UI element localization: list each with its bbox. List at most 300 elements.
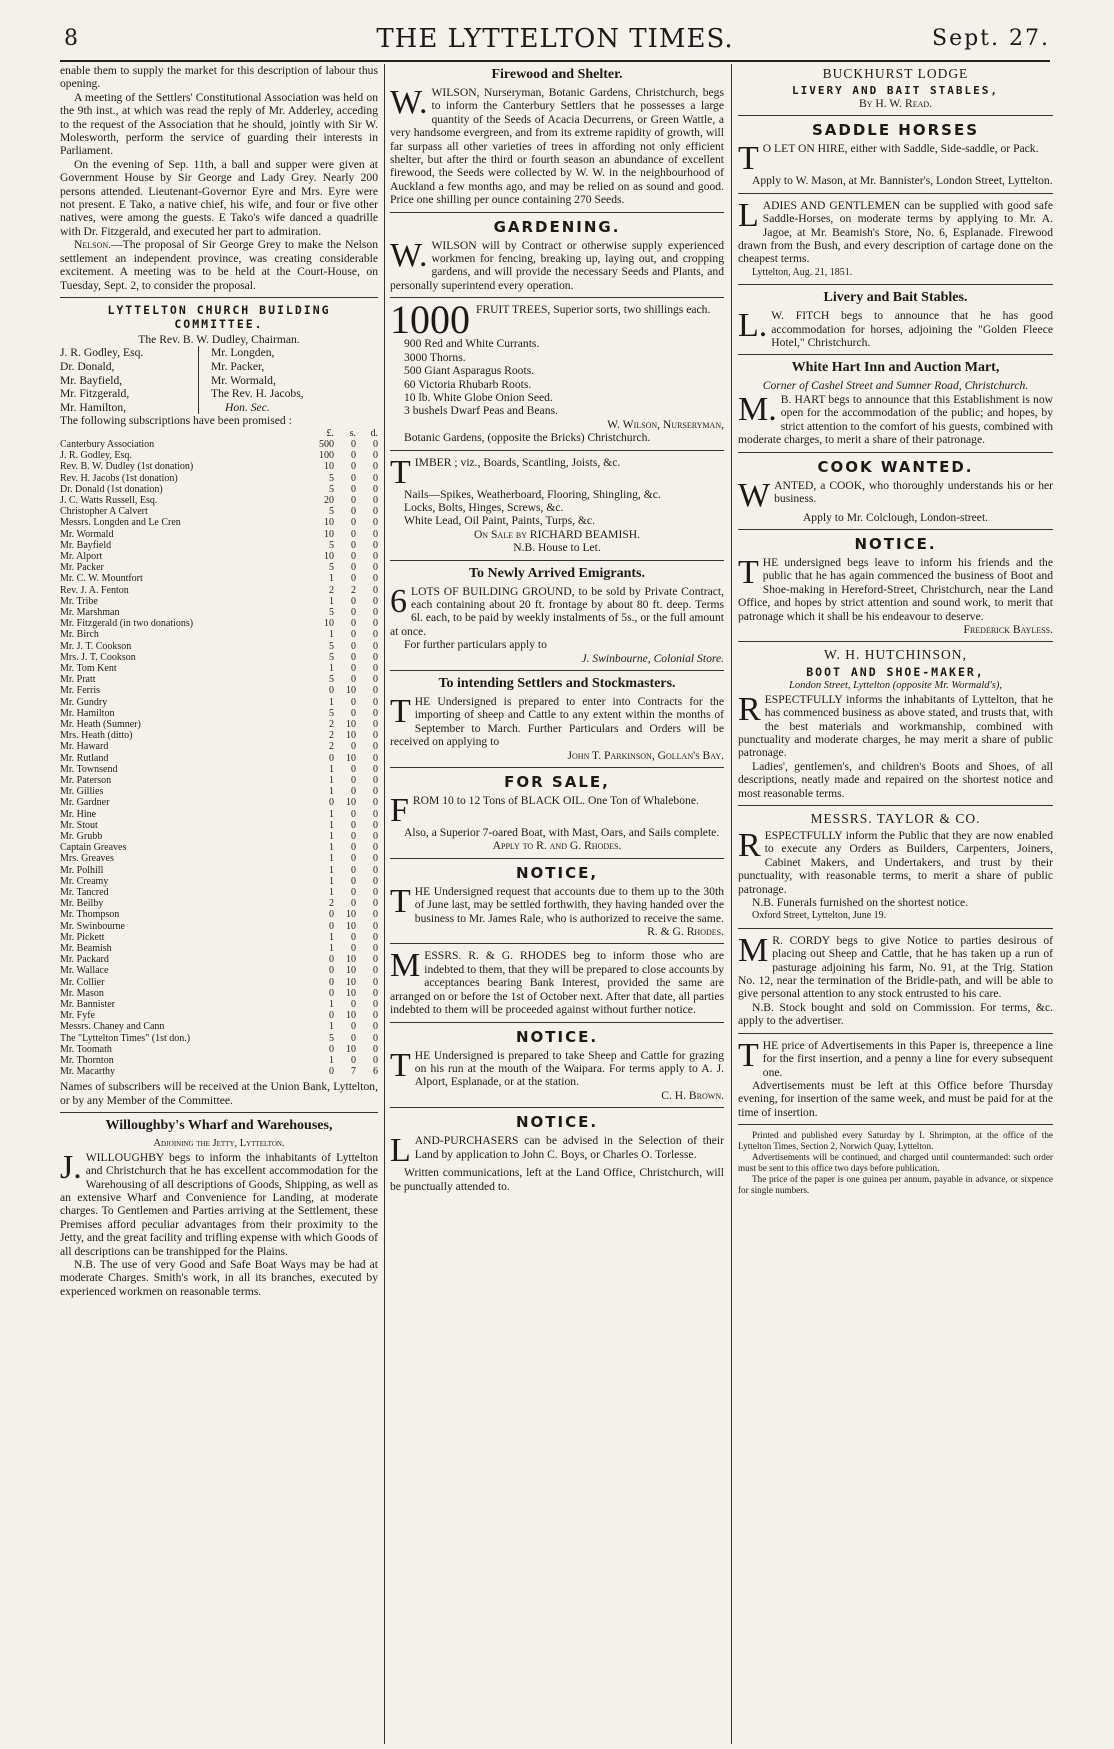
table-row [60, 831, 378, 842]
column-1 [60, 64, 378, 1744]
imprint: Printed and published every Saturday by I. Shrimpton, at the office of the Lyttelton Times, Section 2, Norwich Quay, Lyttelton. [738, 1130, 1053, 1152]
pence: 0 [373, 438, 378, 450]
subscriber-name: J. C. Watts Russell, Esq. [60, 494, 158, 506]
pence: 0 [373, 517, 378, 529]
ad-text: WILLOUGHBY begs to inform the inhabitants of Lyttelton and Christchurch that he has excellent accommodation for the Warehousing of all descriptions of Goods, Shipping, as well as an extensive Wharf and Convenience for Landing, at moderate charges. To Gentlemen and Parties arriving at the Settlement, these Premises afford peculiar advantages from their proximity to the Jetty, and the great facility and trifling expense with which Goods of all descriptions can be transhipped for the Plains. [60, 1150, 378, 1258]
pence: 0 [373, 595, 378, 607]
pounds: 1 [329, 999, 334, 1011]
member: The Rev. H. Jacobs, [211, 387, 304, 401]
pence: 0 [373, 1032, 378, 1044]
committee-members [60, 346, 378, 414]
pence: 0 [373, 819, 378, 831]
table-row [60, 585, 378, 596]
pence: 0 [373, 629, 378, 641]
drop-cap: R [738, 690, 761, 728]
for-sale-heading: FOR SALE, [504, 773, 610, 792]
subscriber-name: Mr. Pickett [60, 931, 105, 943]
table-row [60, 641, 378, 652]
shillings: 2 [351, 584, 356, 596]
pounds: 2 [329, 730, 334, 742]
subscriber-name: Mr. Wormald [60, 528, 114, 540]
pence: 0 [373, 965, 378, 977]
shillings: 10 [346, 730, 356, 742]
ad-text: ADIES AND GENTLEMEN can be supplied with good safe Saddle-Horses, on moderate terms by applying to Mr. A. Jagoe, at Mr. Beamish's Store, No. 6, Esplanade. Firewood drawn from the Bush, and every description of cartage done on the cheapest terms. [738, 198, 1053, 266]
drop-cap: 6 [390, 582, 407, 620]
table-row [60, 708, 378, 719]
ad-text: HE undersigned begs leave to inform his friends and the public that he has again commenced the business of Boot and Shoe-making in Hereford-Street, Christchurch, near the Land Office, and hopes by strict attention and sound work, to merit that patronage which it shall be his endeavour to deserve. [738, 555, 1053, 623]
pence: 0 [373, 1055, 378, 1067]
ad-text: ESPECTFULLY inform the Public that they are now enabled to execute any Orders as Builders, Carpenters, Joiners, Cabinet Makers, and Undertakers, and trust by their punctuality, with reasonable terms, to merit a share of public patronage. [738, 829, 1053, 896]
pounds: 1 [329, 943, 334, 955]
news-paragraph: On the evening of Sep. 11th, a ball and supper were given at Government House by Sir George and Lady Grey. Nearly 200 persons attended. Lieutenant-Governor Eyre and Mrs. Eyre were not present. E Tako, a native chief, his wife, and four or five other natives, were among the guests. E Tako's wife danced a quadrille with Dr. Fitzgerald, and executed her part to admiration. [60, 157, 378, 238]
pence: 0 [373, 752, 378, 764]
ad-signature: J. Swinbourne, Colonial Store. [581, 651, 724, 665]
cook-wanted-heading: COOK WANTED. [817, 457, 974, 476]
table-row [60, 842, 378, 853]
drop-cap: J. [60, 1148, 82, 1186]
pence: 0 [373, 774, 378, 786]
ad-text: HE Undersigned is prepared to take Sheep and Cattle for grazing on his run at the mouth of the Waipara. For terms apply to A. J. Alport, Esplanade, or at the station. [414, 1048, 724, 1089]
shillings: 0 [351, 629, 356, 641]
pounds: 5 [329, 606, 334, 618]
pence: 0 [373, 1043, 378, 1055]
pounds: 0 [329, 685, 334, 697]
subscriber-name: Mrs. Heath (ditto) [60, 730, 133, 742]
table-row [60, 540, 378, 551]
subscriptions-note: Names of subscribers will be received at the Union Bank, Lyttelton, or by any Member of the Committee. [60, 1080, 378, 1107]
pence: 0 [373, 831, 378, 842]
shillings: 10 [346, 909, 356, 921]
saddle-heading: SADDLE HORSES [811, 121, 980, 140]
pounds: 2 [329, 584, 334, 596]
news-lead: Nelson. [74, 238, 112, 252]
subscriber-name: Mr. Swinbourne [60, 920, 125, 932]
section-rule [390, 943, 724, 944]
section-rule [738, 1033, 1053, 1034]
section-rule [738, 193, 1053, 194]
shillings: 0 [351, 1032, 356, 1044]
member: J. R. Godley, Esq. [60, 346, 144, 360]
subscriber-name: J. R. Godley, Esq. [60, 450, 132, 462]
ad-body [738, 309, 1053, 349]
ad-note: N.B. The use of very Good and Safe Boat Ways may be had at moderate Charges. Smith's work, in all its branches, executed by experienced workmen on reasonable terms. [60, 1257, 378, 1298]
member: Hon. Sec. [225, 400, 270, 414]
list-item: 3 bushels Dwarf Peas and Beans. [404, 404, 558, 418]
ad-note: N.B. House to Let. [513, 541, 601, 555]
drop-cap: T [738, 553, 759, 591]
shillings: 0 [351, 842, 356, 854]
shillings: 0 [351, 472, 356, 484]
pounds: 1 [329, 864, 334, 876]
table-row [60, 741, 378, 752]
pounds: 5 [329, 640, 334, 652]
pence: 0 [373, 730, 378, 742]
pence: 0 [373, 954, 378, 966]
pounds: 0 [329, 1066, 334, 1078]
subscriber-name: Mr. Collier [60, 976, 105, 988]
buckhurst-subheading: LIVERY AND BAIT STABLES, [792, 84, 999, 97]
table-row [60, 1033, 378, 1044]
table-row [60, 495, 378, 506]
table-row [60, 551, 378, 562]
ad-body [390, 695, 724, 749]
shillings: 0 [351, 831, 356, 842]
shillings: 0 [351, 450, 356, 462]
drop-cap: L [738, 196, 759, 234]
pence: 0 [373, 494, 378, 506]
masthead-rule [60, 60, 1050, 62]
shillings: 0 [351, 707, 356, 719]
shillings: 10 [346, 954, 356, 966]
subscriber-name: Mr. Bayfield [60, 539, 112, 551]
shillings: 0 [351, 674, 356, 686]
pounds: 10 [324, 550, 334, 562]
pence: 0 [373, 539, 378, 551]
pounds: 1 [329, 774, 334, 786]
shillings: 0 [351, 562, 356, 574]
subscriber-name: Christopher A Calvert [60, 506, 148, 518]
pence: 0 [373, 651, 378, 663]
shillings: 0 [351, 774, 356, 786]
table-row [60, 853, 378, 864]
pounds: 2 [329, 718, 334, 730]
pounds: 1 [329, 887, 334, 899]
ad-body [738, 553, 1053, 623]
subscriber-name: Mr. Gardner [60, 797, 110, 809]
hutchinson-heading: W. H. HUTCHINSON, [824, 647, 967, 663]
shillings: 0 [351, 696, 356, 708]
pounds: 1 [329, 763, 334, 775]
drop-cap: W. [390, 236, 428, 274]
table-row [60, 954, 378, 965]
pence: 0 [373, 1010, 378, 1022]
section-rule [738, 452, 1053, 453]
pence: 0 [373, 696, 378, 708]
drop-cap: R [738, 827, 761, 864]
ad-text: W. FITCH begs to announce that he has good accommodation for horses, adjoining the "Golden Fleece Hotel," Christchurch. [771, 309, 1053, 350]
pounds: 0 [329, 909, 334, 921]
subscriber-name: Mr. J. T. Cookson [60, 640, 132, 652]
pounds: 1 [329, 875, 334, 887]
taylor-heading: MESSRS. TAYLOR & CO. [810, 811, 981, 826]
ad-body [390, 236, 724, 293]
ad-note: N.B. Stock bought and sold on Commission. For terms, &c. apply to the advertiser. [738, 1000, 1053, 1028]
pounds: 1 [329, 819, 334, 831]
subscriber-name: Mr. Macarthy [60, 1066, 115, 1078]
subscriber-name: Captain Greaves [60, 842, 127, 854]
ad-body [738, 196, 1053, 266]
ad-text: HE Undersigned request that accounts due to them up to the 30th of June last, may be settled forthwith, they having handed over the business to Mr. James Rale, who is authorized to receive the same. [414, 884, 724, 925]
subscriber-name: Mrs. Greaves [60, 853, 114, 865]
subscriber-name: Mr. Gundry [60, 696, 108, 708]
shillings: 0 [351, 550, 356, 562]
ad-signature: Frederick Bayless. [963, 622, 1053, 636]
drop-cap: T [390, 1046, 411, 1084]
pence: 0 [373, 662, 378, 674]
table-row [60, 663, 378, 674]
ad-signature: John T. Parkinson, Gollan's Bay. [567, 748, 724, 762]
ad-text: IMBER ; viz., Boards, Scantling, Joists, &c. [414, 455, 621, 469]
section-rule [390, 858, 724, 859]
pence: 0 [373, 461, 378, 473]
drop-cap: L. [738, 307, 768, 345]
pence: 0 [373, 606, 378, 618]
table-row [60, 652, 378, 663]
page-number: 8 [64, 26, 78, 51]
table-row [60, 719, 378, 730]
shillings: 0 [351, 741, 356, 753]
pence: 0 [373, 898, 378, 910]
table-row [60, 450, 378, 461]
news-paragraph: A meeting of the Settlers' Constitutional Association was held on the 9th inst., at which was read the reply of Mr. Adderley, acceding to the request of the Association that he should, jointly with Sir W. Molesworth, perform the service of guarding their interests in Parliament. [60, 90, 378, 158]
notice-heading: NOTICE. [854, 534, 937, 553]
table-header [60, 428, 378, 439]
subscriber-name: Mr. Birch [60, 629, 99, 641]
subscriber-name: Mr. Toomath [60, 1043, 112, 1055]
ad-text: Apply to Mr. Colclough, London-street. [802, 510, 989, 524]
subscriber-name: Messrs. Chaney and Cann [60, 1021, 165, 1033]
subscriber-name: Mr. Hine [60, 808, 97, 820]
members-right [199, 346, 304, 414]
subscriber-name: Mr. Packard [60, 954, 109, 966]
ad-text: HE Undersigned is prepared to enter into Contracts for the importing of sheep and Cattle to any extent within the months of September to March. Further Particulars and Orders will be received on applying to [390, 695, 724, 749]
ad-text: For further particulars apply to [404, 638, 547, 652]
pounds: 0 [329, 954, 334, 966]
subscriber-name: Mr. Townsend [60, 763, 118, 775]
pounds: 5 [329, 707, 334, 719]
notice-heading: NOTICE. [515, 1113, 599, 1132]
table-row [60, 786, 378, 797]
pounds: 1 [329, 786, 334, 798]
subscriber-name: Dr. Donald (1st donation) [60, 483, 163, 495]
pence: 0 [373, 943, 378, 955]
table-row [60, 517, 378, 528]
table-row [60, 461, 378, 472]
pounds: 5 [329, 1032, 334, 1044]
shillings: 0 [351, 943, 356, 955]
subscriber-name: Mr. Thompson [60, 909, 120, 921]
ad-body [738, 931, 1053, 1001]
ad-text: Nails—Spikes, Weatherboard, Flooring, Shingling, &c. [404, 487, 661, 501]
pounds: 1 [329, 595, 334, 607]
table-row [60, 999, 378, 1010]
ad-signature: On Sale by RICHARD BEAMISH. [473, 527, 641, 541]
shillings: 10 [346, 797, 356, 809]
table-row [60, 876, 378, 887]
shillings: 0 [351, 606, 356, 618]
shillings: 0 [351, 662, 356, 674]
drop-cap: W. [390, 84, 428, 121]
drop-cap: M. [738, 390, 777, 428]
ad-signature: Apply to R. and G. Rhodes. [492, 839, 622, 853]
subscriptions-table [60, 428, 378, 1078]
ad-text: Apply to W. Mason, at Mr. Bannister's, London Street, Lyttelton. [752, 174, 1053, 188]
table-row [60, 484, 378, 495]
settlers-heading: To intending Settlers and Stockmasters. [438, 676, 676, 691]
table-row [60, 753, 378, 764]
section-rule [738, 641, 1053, 642]
shillings: 0 [351, 786, 356, 798]
pence: 0 [373, 887, 378, 899]
ad-body [390, 582, 724, 639]
masthead [60, 24, 1050, 54]
drop-cap: T [390, 693, 411, 730]
pence: 0 [373, 920, 378, 932]
ad-signature: C. H. Brown. [661, 1088, 724, 1102]
shillings: 10 [346, 965, 356, 977]
pence: 0 [373, 786, 378, 798]
pence: 0 [373, 528, 378, 540]
fruit-list [390, 337, 724, 417]
white-hart-address: Corner of Cashel Street and Sumner Road, Christchurch. [762, 379, 1029, 393]
subscriber-name: Rev. B. W. Dudley (1st donation) [60, 461, 194, 473]
pence: 0 [373, 999, 378, 1011]
pence: 0 [373, 931, 378, 943]
pence: 0 [373, 562, 378, 574]
table-row [60, 943, 378, 954]
ad-text: ROM 10 to 12 Tons of BLACK OIL. One Ton of Whalebone. [412, 794, 699, 808]
emigrants-heading: To Newly Arrived Emigrants. [468, 565, 646, 581]
section-rule [738, 284, 1053, 285]
pounds: 1 [329, 931, 334, 943]
column-2 [390, 64, 724, 1744]
pence: 0 [373, 797, 378, 809]
column-divider [384, 64, 385, 1744]
notice-heading: NOTICE, [515, 863, 599, 882]
subscriber-name: Mr. Thornton [60, 1055, 114, 1067]
pounds: 1 [329, 853, 334, 865]
subscriber-name: Mr. Grubb [60, 831, 103, 842]
subscriber-name: Mr. Mason [60, 987, 104, 999]
table-row [60, 988, 378, 999]
section-rule [738, 529, 1053, 530]
shillings: 0 [351, 819, 356, 831]
subscriber-name: The "Lyttelton Times" (1st don.) [60, 1032, 191, 1044]
imprint: The price of the paper is one guinea per annum, payable in advance, or sixpence for single numbers. [738, 1174, 1053, 1196]
ad-body [738, 829, 1053, 896]
table-row [60, 439, 378, 450]
pounds: 1 [329, 808, 334, 820]
pounds: 2 [329, 741, 334, 753]
pounds: 5 [329, 483, 334, 495]
ad-date: Oxford Street, Lyttelton, June 19. [752, 910, 887, 922]
pounds: 0 [329, 752, 334, 764]
drop-cap: M [738, 931, 769, 969]
table-row [60, 898, 378, 909]
news-text: —The proposal of Sir George Grey to make the Nelson settlement an independent province, was creating considerable excitement. A meeting was to be held at the Court-House, on Tuesday, Sept. 2, to consider the proposal. [60, 238, 378, 292]
shillings: 10 [346, 718, 356, 730]
ad-date: Lyttelton, Aug. 21, 1851. [752, 266, 853, 278]
pounds: 5 [329, 674, 334, 686]
subscriber-name: Mr. Creamy [60, 875, 109, 887]
section-rule [390, 450, 724, 451]
pounds: 10 [324, 517, 334, 529]
shillings: 10 [346, 1010, 356, 1022]
table-row [60, 573, 378, 584]
ad-text: R. CORDY begs to give Notice to parties desirous of placing out Sheep and Cattle, that he has taken up a run of pasturage adjoining his farm, No. 91, at the Trig. Station No. 12, near the termination of the Bridle-path, and will be able to give personal attention to any stock entrusted to his care. [738, 933, 1053, 1001]
subscriber-name: Mr. Heath (Sumner) [60, 718, 141, 730]
shillings: 0 [351, 573, 356, 585]
table-row [60, 1010, 378, 1021]
pence: 0 [373, 808, 378, 820]
pounds: 0 [329, 797, 334, 809]
subscriptions-body [60, 439, 378, 1078]
table-row [60, 1044, 378, 1055]
subscriber-name: Mr. Beilby [60, 898, 104, 910]
table-row [60, 820, 378, 831]
shillings: 0 [351, 539, 356, 551]
table-row [60, 1021, 378, 1032]
hutchinson-address: London Street, Lyttelton (opposite Mr. Wormald's), [789, 680, 1002, 692]
subscriber-name: Mr. Tom Kent [60, 662, 117, 674]
pounds: 5 [329, 472, 334, 484]
drop-cap: T [738, 140, 759, 178]
ad-text: Advertisements must be left at this Office before Thursday evening, for insertion of the same week, and must be paid for at the time of insertion. [738, 1078, 1053, 1119]
pounds: 20 [324, 494, 334, 506]
section-rule [390, 670, 724, 671]
shillings: 0 [351, 999, 356, 1011]
pence: 0 [373, 573, 378, 585]
section-rule [390, 767, 724, 768]
ad-text: WILSON, Nurseryman, Botanic Gardens, Christchurch, begs to inform the Canterbury Settlers that he possesses a large quantity of the Seeds of Acacia Decurrens, or Green Wattle, a very handsome evergreen, and from its extreme rapidity of growth, will far surpass all other varieties of trees in affording not only efficient shelter, but after the third or fourth season an abundance of excellent firewood, the Seeds were collected by W. W. in the neighbourhood of Auckland a few months ago, and may be relied on as sound and good. Price one shilling per ounce containing 270 Seeds. [390, 86, 724, 207]
ad-body [738, 390, 1053, 447]
table-row [60, 685, 378, 696]
pence: 0 [373, 864, 378, 876]
pounds: 0 [329, 1043, 334, 1055]
pence: 0 [373, 763, 378, 775]
shillings: 0 [351, 808, 356, 820]
subscriber-name: Rev. H. Jacobs (1st donation) [60, 472, 178, 484]
column-divider [731, 64, 732, 1744]
ad-text: O LET ON HIRE, either with Saddle, Side-saddle, or Pack. [762, 142, 1039, 156]
ad-body [738, 690, 1053, 760]
white-hart-heading: White Hart Inn and Auction Mart, [791, 360, 1000, 376]
shillings: 0 [351, 1021, 356, 1033]
subscriber-name: Mr. Stout [60, 819, 98, 831]
ad-body [390, 792, 724, 830]
chairman-line: The Rev. B. W. Dudley, Chairman. [138, 332, 300, 346]
ad-text: White Lead, Oil Paint, Paints, Turps, &c. [404, 514, 595, 528]
ad-note: N.B. Funerals furnished on the shortest notice. [752, 896, 969, 910]
shillings: 0 [351, 898, 356, 910]
table-row [60, 629, 378, 640]
table-row [60, 1055, 378, 1066]
member: Mr. Wormald, [211, 373, 276, 387]
shillings: 0 [351, 595, 356, 607]
pence: 0 [373, 741, 378, 753]
subscriber-name: Mr. Paterson [60, 774, 112, 786]
pence: 0 [373, 853, 378, 865]
pounds: 5 [329, 506, 334, 518]
pence: 0 [373, 506, 378, 518]
ad-body [390, 1132, 724, 1170]
ad-text: AND-PURCHASERS can be advised in the Selection of their Land by application to John C. Boys, or Charles O. Torlesse. [414, 1134, 724, 1161]
table-row [60, 562, 378, 573]
wharf-heading: Willoughby's Wharf and Warehouses, [105, 1118, 333, 1134]
ad-text: LOTS OF BUILDING GROUND, to be sold by Private Contract, each containing about 20 ft. frontage by about 80 ft. deep. Terms 6l. each, to be paid by weekly instalments of 5s., or the full amount at once. [390, 584, 724, 638]
table-row [60, 865, 378, 876]
list-item: 900 Red and White Currants. [404, 337, 540, 351]
subscriber-name: Mr. C. W. Mountfort [60, 573, 143, 585]
col-pence: d. [370, 427, 378, 439]
table-row [60, 1066, 378, 1077]
pence: 0 [373, 674, 378, 686]
pounds: 1 [329, 1055, 334, 1067]
news-paragraph: enable them to supply the market for this description of labour thus opening. [60, 64, 378, 91]
pence: 0 [373, 842, 378, 854]
pence: 0 [373, 976, 378, 988]
subscriber-name: Messrs. Longden and Le Cren [60, 517, 181, 529]
